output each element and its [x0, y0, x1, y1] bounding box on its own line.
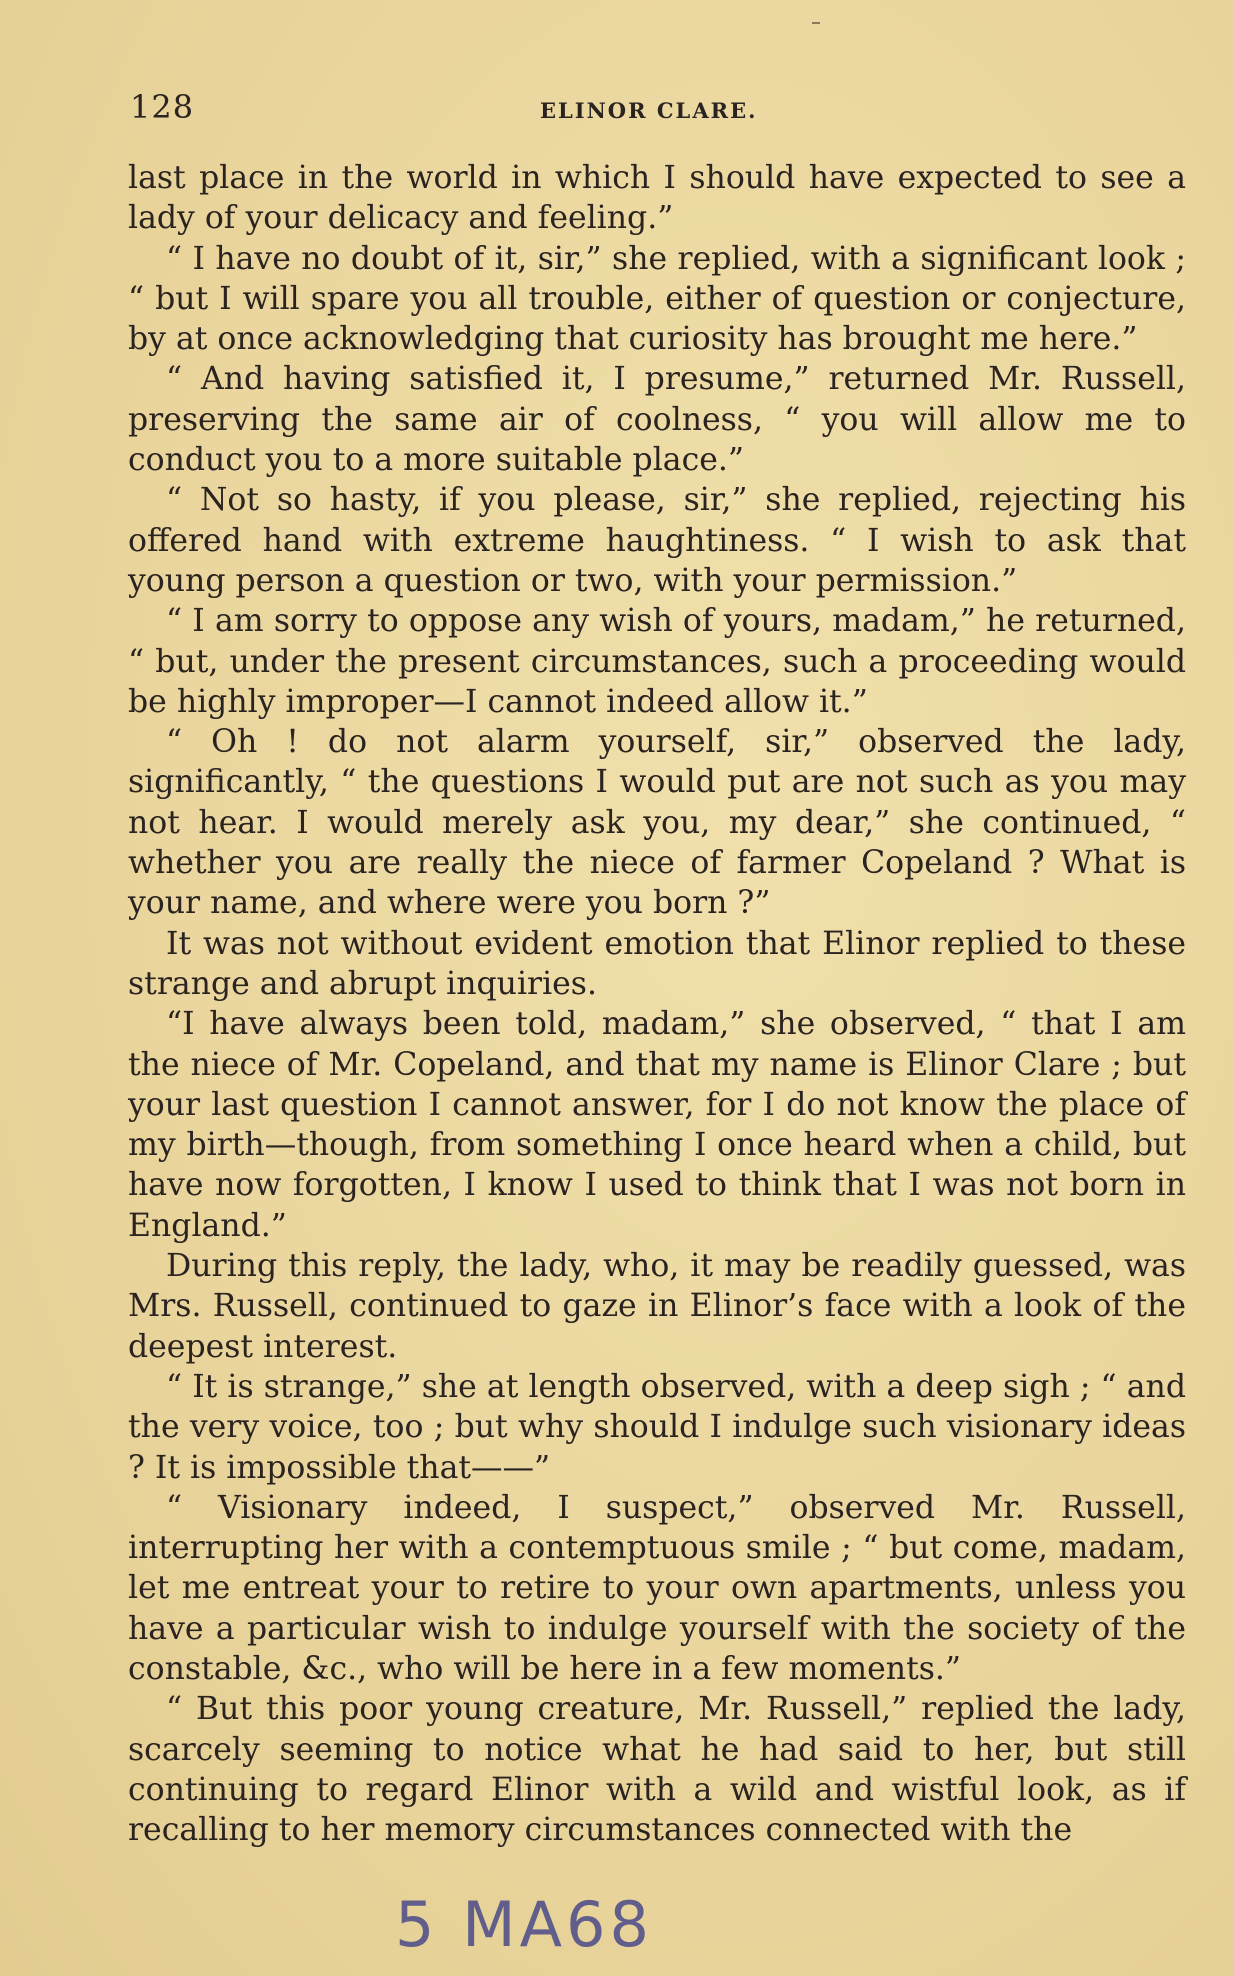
- paragraph: “ And having satisfied it, I presume,” returned Mr. Russell, preserving the same air of coolness, “ you will allow me to conduct you to a more suitable place.”: [128, 361, 1186, 479]
- paragraph: “ Not so hasty, if you please, sir,” she replied, rejecting his offered hand with extreme haughtiness. “ I wish to ask that young person a question or two, with your permission.”: [128, 482, 1186, 599]
- paragraph: “ Oh ! do not alarm yourself, sir,” observed the lady, significantly, “ the questions I would put are not such as you may not hear. I would merely ask you, my dear,” she continued, “ whether you are really the niece of farmer Copeland ? What is your name, and where were you born ?”: [128, 724, 1186, 922]
- paragraph: last place in the world in which I should have expected to see a lady of your delicacy and feeling.”: [128, 160, 1186, 237]
- paragraph: During this reply, the lady, who, it may be readily guessed, was Mrs. Russell, continued to gaze in Elinor’s face with a look of the deepest interest.: [128, 1248, 1186, 1365]
- paragraph: “I have always been told, madam,” she observed, “ that I am the niece of Mr. Copeland, and that my name is Elinor Clare ; but your last question I cannot answer, for I do not know the place of my birth—though, from something I once heard when a child, but have now forgotten, I know I used to think that I was not born in England.”: [128, 1006, 1186, 1244]
- running-title: ELINOR CLARE.: [540, 98, 758, 123]
- paragraph: “ I am sorry to oppose any wish of yours, madam,” he returned, “ but, under the present circumstances, such a proceeding would be highly improper—I cannot indeed allow it.”: [128, 603, 1186, 720]
- body-text: [128, 158, 1186, 1850]
- page-number: 128: [130, 88, 195, 126]
- paragraph: “ But this poor young creature, Mr. Russell,” replied the lady, scarcely seeming to notice what he had said to her, but still continuing to regard Elinor with a wild and wistful look, as if recalling to her memory circumstances connected with the: [128, 1691, 1186, 1849]
- print-mark: [812, 22, 820, 24]
- paragraph: It was not without evident emotion that Elinor replied to these strange and abrupt inquiries.: [128, 925, 1186, 1002]
- paragraph: “ Visionary indeed, I suspect,” observed Mr. Russell, interrupting her with a contemptuous smile ; “ but come, madam, let me entreat your to retire to your own apartments, unless you have a particular wish to indulge yourself with the society of the constable, &c., who will be here in a few moments.”: [128, 1489, 1186, 1687]
- paragraph: “ It is strange,” she at length observed, with a deep sigh ; “ and the very voice, too ; but why should I indulge such visionary ideas ? It is impossible that——”: [128, 1368, 1186, 1486]
- page-header: [130, 84, 1190, 134]
- paragraph: “ I have no doubt of it, sir,” she replied, with a significant look ; “ but I will spare you all trouble, either of question or conjecture, by at once acknowledging that curiosity has brought me here.”: [128, 240, 1186, 358]
- library-stamp: 5 MA68: [395, 1888, 653, 1961]
